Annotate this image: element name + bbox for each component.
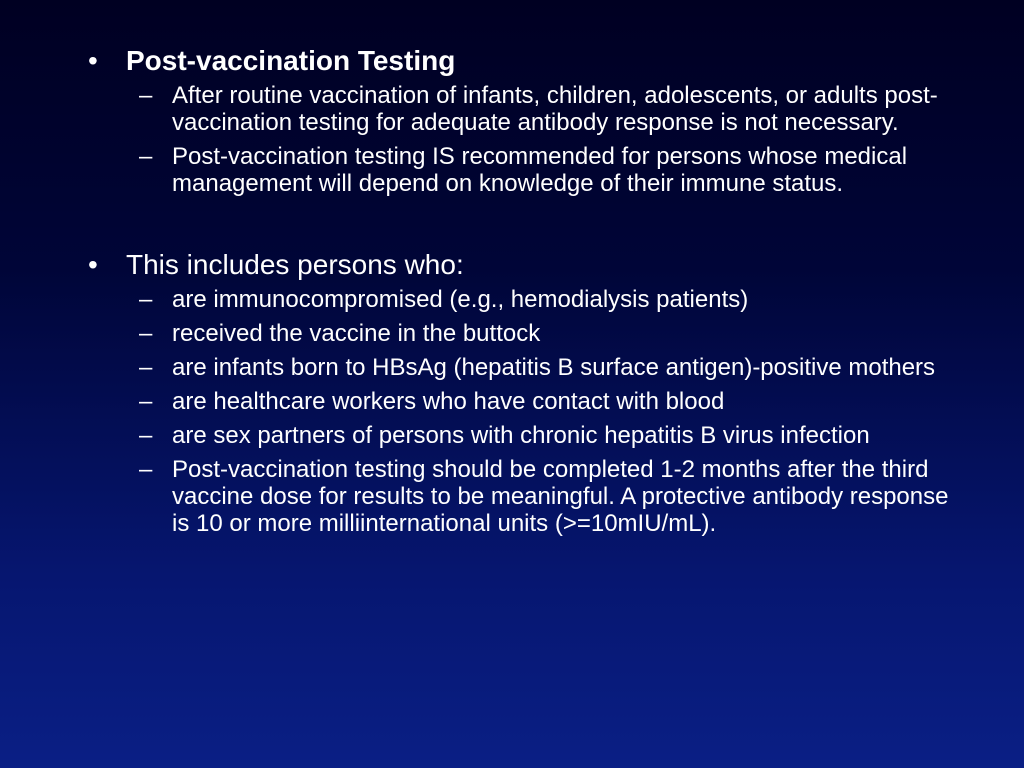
sub-item-sex-partners xyxy=(88,422,968,449)
dash-marker: – xyxy=(139,388,153,415)
sub-item-text: received the vaccine in the buttock xyxy=(172,320,541,347)
sub-item-immunocompromised xyxy=(88,286,968,313)
bullet-heading: This includes persons who: xyxy=(126,249,464,280)
sub-item-buttock xyxy=(88,320,968,347)
slide-content xyxy=(88,44,968,544)
sub-item-text: are sex partners of persons with chronic hepatitis B virus infection xyxy=(172,422,870,449)
sub-item-text: are immunocompromised (e.g., hemodialysis patients) xyxy=(172,286,749,313)
sub-item-testing-timing xyxy=(88,456,968,537)
sub-list-testing xyxy=(88,82,968,197)
dash-marker: – xyxy=(139,422,153,449)
sub-item-testing-recommended xyxy=(88,143,968,197)
sub-item-text: are infants born to HBsAg (hepatitis B surface antigen)-positive mothers xyxy=(172,354,936,381)
sub-item-healthcare-workers xyxy=(88,388,968,415)
dash-marker: – xyxy=(139,320,153,347)
section-spacer xyxy=(88,204,968,248)
sub-list-persons xyxy=(88,286,968,537)
sub-item-text: Post-vaccination testing IS recommended for persons whose medical management will depend on knowledge of their immune status. xyxy=(172,143,908,197)
bullet-marker: • xyxy=(88,45,98,76)
sub-item-text: After routine vaccination of infants, children, adolescents, or adults post-vaccination testing for adequate antibody response is not necessary. xyxy=(172,82,938,136)
sub-item-routine-vaccination xyxy=(88,82,968,136)
dash-marker: – xyxy=(139,286,153,313)
dash-marker: – xyxy=(139,354,153,381)
sub-item-text: Post-vaccination testing should be completed 1-2 months after the third vaccine dose for results to be meaningful. A protective antibody response is 10 or more milliinternational units (>=10mIU/mL). xyxy=(172,456,949,537)
bullet-marker: • xyxy=(88,249,98,280)
dash-marker: – xyxy=(139,82,153,109)
dash-marker: – xyxy=(139,456,153,483)
bullet-includes-persons xyxy=(88,248,968,282)
bullet-post-vaccination-testing xyxy=(88,44,968,78)
dash-marker: – xyxy=(139,143,153,170)
sub-item-infants-hbsag xyxy=(88,354,968,381)
sub-item-text: are healthcare workers who have contact with blood xyxy=(172,388,725,415)
bullet-heading: Post-vaccination Testing xyxy=(126,45,456,76)
